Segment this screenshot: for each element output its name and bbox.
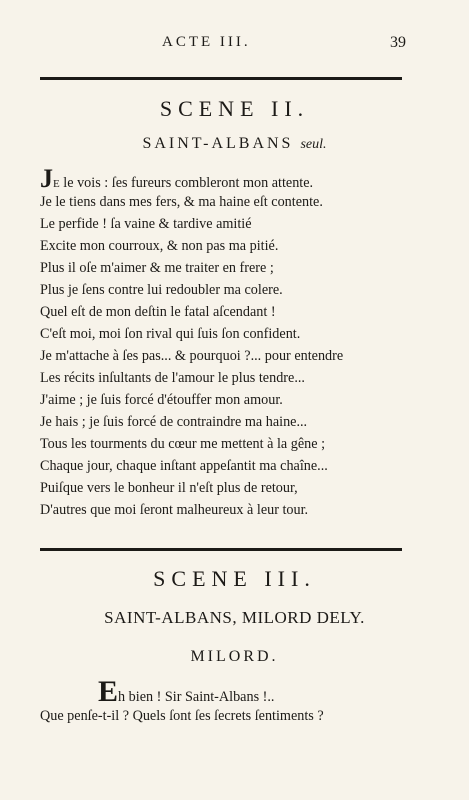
verse-line: Je m'attache à ſes pas... & pourquoi ?... pour entendre	[40, 348, 344, 364]
dialogue-line: Que penſe-t-il ? Quels ſont ſes ſecrets ſentiments ?	[40, 708, 324, 724]
verse-line: Tous les tourments du cœur me mettent à la gêne ;	[40, 436, 326, 452]
verse-line: Plus je ſens contre lui redoubler ma colere.	[40, 282, 283, 298]
scene-two-heading: SCENE II.	[159, 96, 310, 121]
page-number: 39	[390, 34, 406, 51]
verse-line: C'eſt moi, moi ſon rival qui ſuis ſon confident.	[40, 326, 301, 342]
verse-line: Plus il oſe m'aimer & me traiter en frere ;	[40, 260, 274, 276]
verse-line: D'autres que moi ſeront malheureux à leur tour.	[40, 502, 309, 518]
act-title: ACTE III.	[162, 34, 251, 50]
scene-three-persons: SAINT-ALBANS, MILORD DELY.	[104, 608, 365, 627]
drop-cap: E	[98, 675, 119, 708]
verse-line: Quel eſt de mon deſtin le fatal aſcendant !	[40, 304, 276, 320]
verse-line: Puiſque vers le bonheur il n'eſt plus de retour,	[40, 480, 298, 496]
verse-line: Je hais ; je ſuis forcé de contraindre ma haine...	[40, 414, 308, 430]
dialogue-line-first	[98, 675, 469, 709]
top-rule	[40, 77, 402, 80]
drop-cap: J	[40, 164, 53, 193]
first-line-text: le vois : ſes fureurs combleront mon attente.	[59, 175, 314, 191]
scene-three-heading: SCENE III.	[153, 566, 316, 591]
speaker-name: MILORD.	[190, 648, 279, 665]
verse-line: Le perfide ! ſa vaine & tardive amitié	[40, 216, 252, 232]
first-line-smallcap: E	[53, 178, 60, 190]
verse-line: Excite mon courroux, & non pas ma pitié.	[40, 238, 279, 254]
verse-line: Je le tiens dans mes fers, & ma haine eſt contente.	[40, 194, 323, 210]
running-head	[0, 34, 469, 54]
verse-line: J'aime ; je ſuis forcé d'étouffer mon amour.	[40, 392, 283, 408]
scene-divider-rule	[40, 548, 402, 551]
verse-line: Les récits inſultants de l'amour le plus tendre...	[40, 370, 305, 386]
persona-name: SAINT-ALBANS	[142, 135, 294, 152]
stage-direction: seul.	[300, 137, 327, 152]
dialogue-text: h bien ! Sir Saint-Albans !..	[118, 689, 275, 705]
verse-line: Chaque jour, chaque inſtant appeſantit ma chaîne...	[40, 458, 328, 474]
scene-two-persona	[0, 135, 469, 153]
